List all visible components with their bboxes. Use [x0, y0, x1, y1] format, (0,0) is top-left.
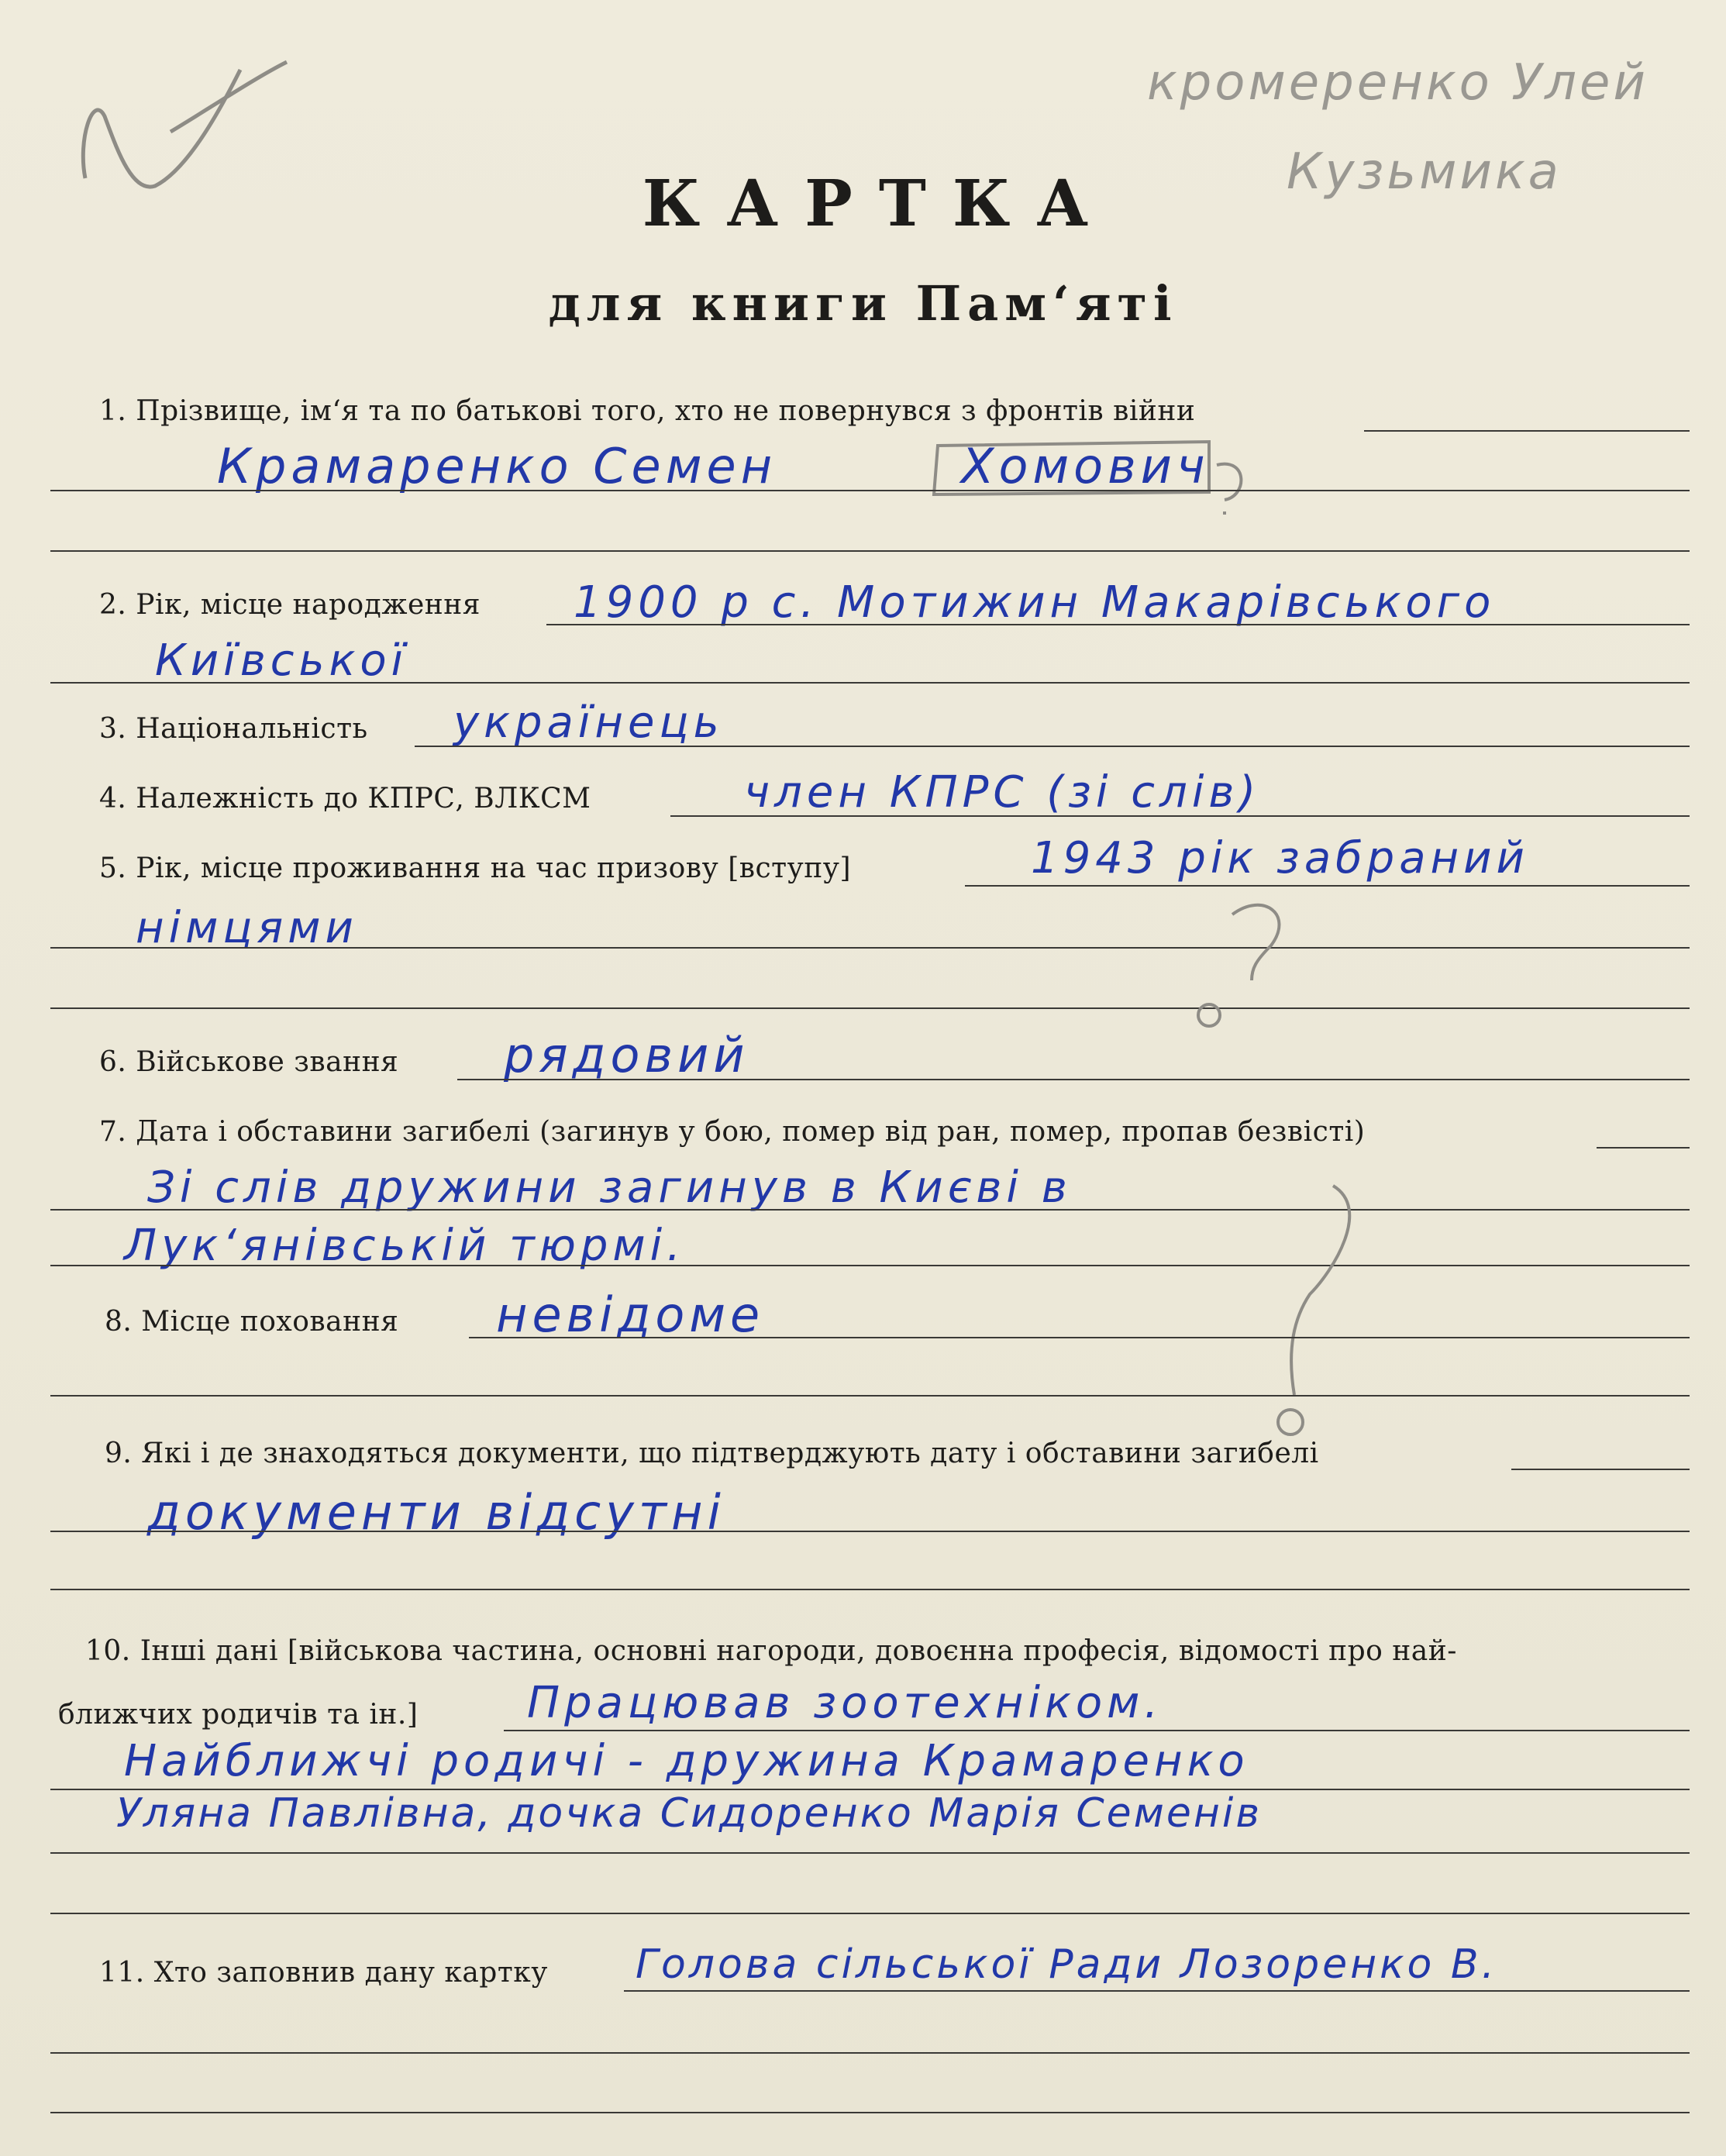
field-1-value-name: Крамаренко Семен [217, 438, 777, 494]
pencil-note-line2: Кузьмика [1287, 143, 1562, 201]
field-8-label: 8. Місце поховання [105, 1306, 399, 1338]
field-2-label: 2. Рік, місце народження [99, 589, 481, 621]
field-5-label: 5. Рік, місце проживання на час призову [вступу] [99, 852, 851, 884]
field-2-value-line2: Київської [155, 635, 408, 686]
card-title: КАРТКА [642, 167, 1115, 241]
pencil-question-mark-1 [1178, 883, 1333, 1038]
field-10-label-line1: 10. Інші дані [військова частина, основні нагороди, довоєнна професія, відомості про най- [85, 1635, 1457, 1667]
field-8-value: невідоме [496, 1286, 765, 1343]
field-9-label: 9. Які і де знаходяться документи, що підтверджують дату і обставини загибелі [105, 1438, 1319, 1469]
pencil-question-mark-2 [1240, 1162, 1395, 1457]
field-6-label: 6. Військове звання [99, 1046, 399, 1078]
field-5-value-line1: 1943 рік забраний [1031, 833, 1529, 883]
field-10-value-line3: Уляна Павлівна, дочка Сидоренко Марія Семенів [116, 1790, 1262, 1837]
field-3-label: 3. Національність [99, 713, 368, 745]
field-1-label: 1. Прізвище, ім‘я та по батькові того, хто не повернувся з фронтів війни [99, 395, 1196, 427]
field-5-value-line2: німцями [136, 903, 358, 953]
field-10-label-line2: ближчих родичів та ін.] [58, 1699, 419, 1731]
field-11-label: 11. Хто заповнив дану картку [99, 1957, 548, 1989]
pencil-note-line1: кромеренко Улей [1147, 54, 1648, 112]
field-4-value: член КПРС (зі слів) [744, 767, 1261, 818]
pencil-bracket [915, 434, 1271, 519]
field-10-value-line1: Працював зоотехніком. [527, 1678, 1163, 1728]
field-9-value: документи відсутні [147, 1484, 725, 1541]
field-7-label: 7. Дата і обставини загибелі (загинув у бою, помер від ран, помер, пропав безвісті) [99, 1116, 1366, 1148]
field-3-value: українець [453, 697, 724, 748]
field-10-value-line2: Найближчі родичі - дружина Крамаренко [124, 1736, 1249, 1786]
field-4-label: 4. Належність до КПРС, ВЛКСМ [99, 783, 591, 815]
card-subtitle: для книги Пам‘яті [548, 275, 1178, 332]
field-1-value-patronymic: Хомович [961, 438, 1210, 494]
field-2-value-line1: 1900 р с. Мотижин Макарівського [574, 577, 1496, 628]
field-7-value-line2: Лук‘янівській тюрмі. [124, 1221, 686, 1271]
field-7-value-line1: Зі слів дружини загинув в Києві в [147, 1162, 1072, 1213]
field-11-value: Голова сільської Ради Лозоренко В. [636, 1941, 1498, 1988]
field-6-value: рядовий [504, 1027, 749, 1083]
